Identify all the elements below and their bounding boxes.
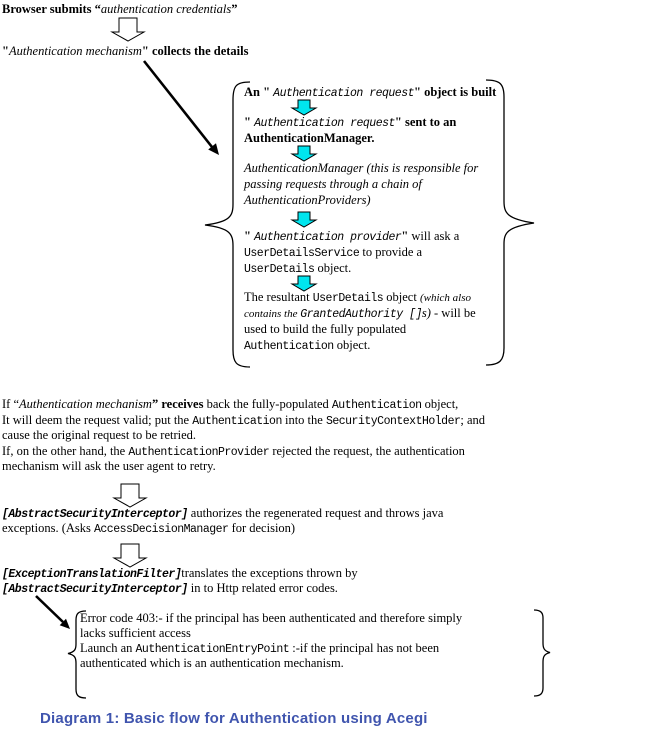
text-segment: AuthenticationEntryPoint bbox=[135, 643, 290, 656]
text-segment: used to build the fully populated bbox=[244, 322, 407, 336]
text-segment: will ask a bbox=[408, 229, 460, 243]
text-segment: UserDetailsService bbox=[244, 247, 360, 260]
text-line bbox=[2, 413, 485, 429]
right-brace-small bbox=[534, 610, 550, 696]
text-segment: If, on the other hand, the bbox=[2, 443, 129, 458]
text-segment: " bbox=[244, 115, 255, 129]
text-segment: into the bbox=[281, 412, 326, 427]
browser-submits-line bbox=[2, 1, 238, 17]
text-segment: :-if the principal has not been bbox=[289, 641, 440, 655]
text-segment: to provide a bbox=[359, 245, 423, 259]
text-segment: Authentication bbox=[244, 340, 334, 353]
step-sent-to-authentication-manager bbox=[244, 114, 456, 146]
text-segment: Authentication request bbox=[273, 87, 414, 100]
text-line bbox=[244, 130, 456, 146]
text-line bbox=[244, 289, 476, 305]
text-line bbox=[80, 611, 462, 626]
authentication-mechanism-line bbox=[2, 43, 249, 59]
text-segment: An " bbox=[244, 85, 274, 99]
text-segment: Authentication request bbox=[254, 117, 395, 130]
text-segment: - will be bbox=[430, 306, 476, 320]
text-line bbox=[244, 305, 476, 321]
text-segment: Authentication mechanism bbox=[19, 397, 152, 411]
diagram-caption: Diagram 1: Basic flow for Authentication using Acegi bbox=[40, 710, 428, 727]
text-segment: exceptions. (Asks bbox=[2, 521, 94, 535]
text-segment: The resultant bbox=[244, 290, 313, 304]
text-segment: authentication credentials bbox=[100, 2, 232, 16]
down-block-arrow-icon bbox=[114, 544, 146, 567]
step-provider-asks-userdetailsservice bbox=[244, 228, 459, 276]
down-step-arrow-icon bbox=[292, 100, 316, 115]
text-line bbox=[80, 641, 462, 656]
text-segment: AuthenticationManager. bbox=[244, 131, 375, 145]
text-segment: passing requests through a chain of bbox=[244, 177, 422, 191]
text-line bbox=[2, 397, 485, 413]
text-segment: Authentication bbox=[192, 414, 282, 428]
text-segment: Browser submits “ bbox=[2, 2, 101, 16]
text-line bbox=[2, 43, 249, 59]
text-segment: ” bbox=[231, 2, 238, 16]
text-segment: rejected the request, the authentication bbox=[269, 443, 465, 458]
text-segment: ” receives bbox=[151, 397, 204, 411]
text-line bbox=[2, 444, 485, 460]
text-line bbox=[2, 521, 443, 536]
text-segment: contains the bbox=[244, 308, 301, 320]
text-segment: Authentication provider bbox=[254, 231, 402, 244]
diagonal-arrow bbox=[144, 61, 212, 147]
text-line bbox=[2, 459, 485, 475]
diagonal-arrow bbox=[36, 596, 63, 622]
down-block-arrow-icon bbox=[112, 18, 144, 41]
text-line bbox=[2, 506, 443, 521]
text-segment: AuthenticationManager (this is responsible for bbox=[244, 161, 479, 175]
text-segment: AccessDecisionManager bbox=[94, 523, 229, 536]
text-segment: (which also bbox=[419, 292, 471, 304]
text-segment: authenticated which is an authentication mechanism. bbox=[80, 656, 344, 670]
step-authentication-request-built bbox=[244, 84, 496, 100]
text-segment: " bbox=[401, 229, 409, 243]
text-segment: object. bbox=[314, 261, 352, 275]
text-segment: object, bbox=[421, 397, 459, 411]
text-line bbox=[2, 566, 358, 581]
down-block-arrow-icon bbox=[114, 484, 146, 507]
exception-translation-filter-paragraph bbox=[2, 566, 358, 596]
text-segment: back the fully-populated bbox=[203, 397, 332, 411]
text-line bbox=[80, 656, 462, 671]
step-authentication-manager-chain bbox=[244, 160, 478, 208]
text-segment: mechanism will ask the user agent to retry. bbox=[2, 459, 216, 473]
text-segment: SecurityContextHolder bbox=[325, 414, 461, 428]
text-line bbox=[244, 160, 478, 176]
text-line bbox=[244, 337, 476, 353]
abstract-security-interceptor-paragraph bbox=[2, 506, 443, 536]
text-segment: AuthenticationProviders) bbox=[244, 193, 371, 207]
text-segment: " collects the details bbox=[141, 44, 249, 58]
text-segment: ; and bbox=[460, 412, 486, 427]
text-segment: for decision) bbox=[228, 521, 296, 535]
text-line bbox=[244, 260, 459, 276]
text-segment: If “ bbox=[2, 397, 19, 411]
text-segment: Authentication bbox=[331, 399, 422, 412]
text-segment: AuthenticationProvider bbox=[128, 445, 270, 459]
text-segment: " object is built bbox=[414, 85, 497, 99]
text-segment: [AbstractSecurityInterceptor] bbox=[2, 508, 188, 521]
error-codes-block bbox=[80, 611, 462, 671]
text-segment: It will deem the request valid; put the bbox=[2, 412, 193, 427]
text-line bbox=[244, 84, 496, 100]
text-segment: " sent to an bbox=[394, 115, 457, 129]
mechanism-receives-paragraph bbox=[2, 397, 485, 475]
step-resultant-userdetails bbox=[244, 289, 476, 353]
text-segment: lacks sufficient access bbox=[80, 626, 191, 640]
down-step-arrow-icon bbox=[292, 212, 316, 227]
text-line bbox=[244, 192, 478, 208]
text-segment: authorizes the regenerated request and throws java bbox=[187, 506, 444, 520]
text-segment: GrantedAuthority [] bbox=[300, 308, 422, 321]
text-segment: " bbox=[2, 44, 9, 58]
text-line bbox=[244, 114, 456, 130]
text-segment: Error code 403:- if the principal has been authenticated and therefore simply bbox=[80, 611, 463, 625]
text-segment: " bbox=[244, 229, 255, 243]
text-segment: object bbox=[383, 290, 420, 304]
text-segment: Launch an bbox=[80, 641, 136, 655]
text-segment: object. bbox=[333, 338, 371, 352]
text-segment: cause the original request to be retried. bbox=[2, 428, 197, 442]
text-line bbox=[2, 581, 358, 596]
right-brace bbox=[486, 80, 534, 365]
text-segment: [ExceptionTranslationFilter] bbox=[2, 568, 182, 581]
text-line bbox=[2, 428, 485, 444]
text-segment: UserDetails bbox=[312, 292, 384, 305]
text-line bbox=[2, 1, 238, 17]
text-line bbox=[244, 321, 476, 337]
text-line bbox=[244, 244, 459, 260]
text-segment: UserDetails bbox=[244, 263, 315, 276]
text-segment: translates the exceptions thrown by bbox=[181, 566, 358, 580]
text-segment: in to Http related error codes. bbox=[187, 581, 338, 595]
down-step-arrow-icon bbox=[292, 146, 316, 161]
text-segment: [AbstractSecurityInterceptor] bbox=[2, 583, 188, 596]
text-line bbox=[244, 176, 478, 192]
text-segment: s) bbox=[421, 306, 431, 320]
text-line bbox=[80, 626, 462, 641]
text-line bbox=[244, 228, 459, 244]
text-segment: Authentication mechanism bbox=[8, 44, 142, 58]
